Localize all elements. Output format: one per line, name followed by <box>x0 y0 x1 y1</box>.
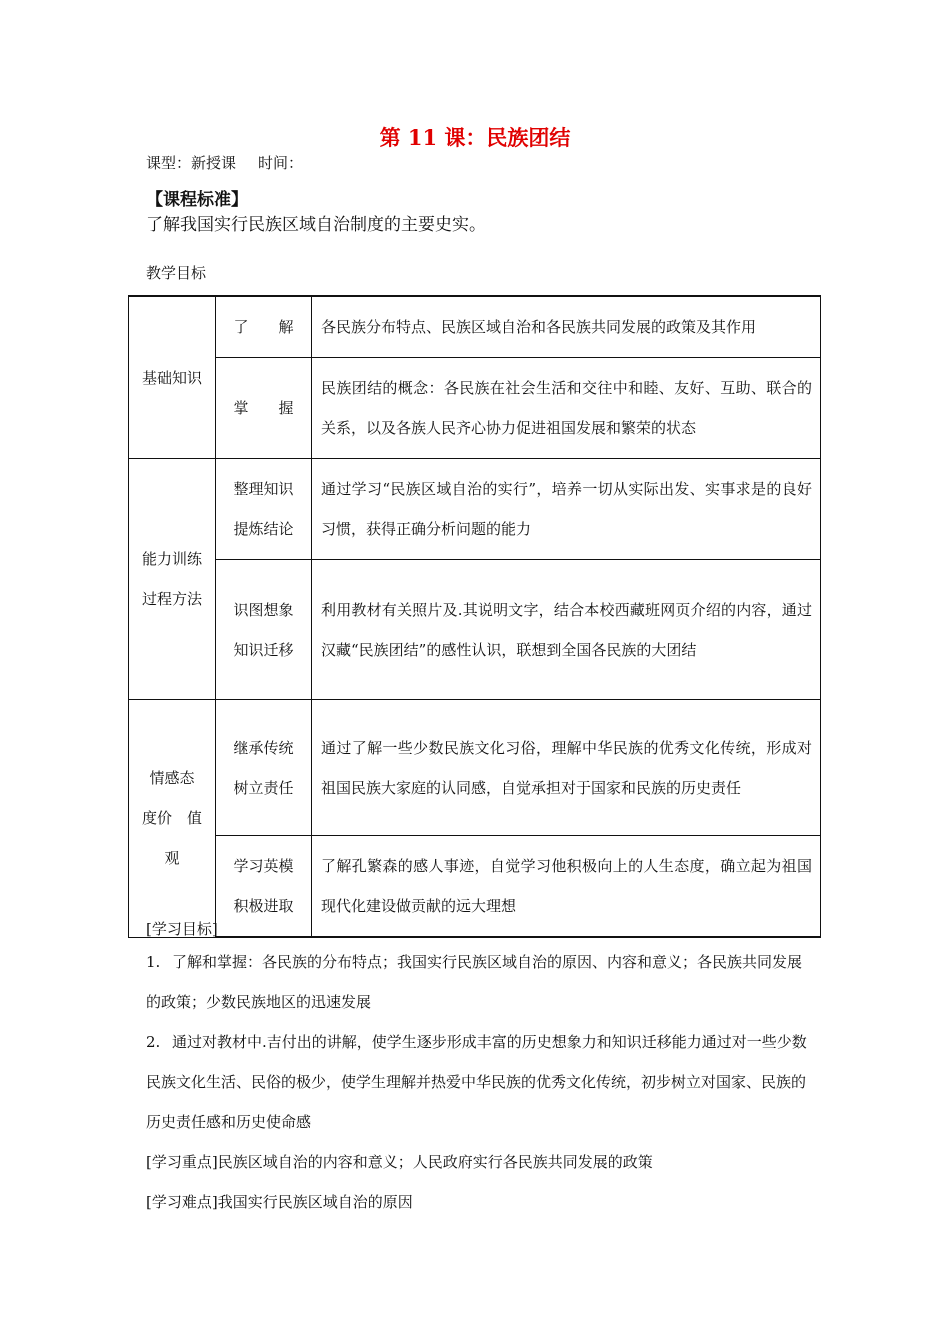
objective-item-2: 2. 通过对教材中.吉付出的讲解，使学生逐步形成丰富的历史想象力和知识迁移能力通过对一些少数民族文化生活、民俗的极少，使学生理解并热爱中华民族的优秀文化传统，初步树立对国家、民族的历史责任感和历史使命感 <box>146 1033 807 1131</box>
subcategory-cell: 整理知识 提炼结论 <box>216 459 312 560</box>
subcategory-cell: 了 解 <box>216 296 312 358</box>
lesson-title: 第 11 课：民族团结 <box>379 125 571 150</box>
learning-notes <box>146 916 811 1222</box>
difficulties: [学习难点]我国实行民族区域自治的原因 <box>146 1193 413 1211</box>
category-emotion: 情感态 度价 值 观 <box>129 700 216 938</box>
curriculum-standard-heading: 【课程标准】 <box>146 190 248 210</box>
lesson-type: 课型：新授课 <box>146 154 237 172</box>
lesson-meta <box>146 152 303 173</box>
description-cell: 了解孔繁森的感人事迹，自觉学习他积极向上的人生态度，确立起为祖国现代化建设做贡献的远大理想 <box>312 836 821 938</box>
subcategory-cell: 继承传统 树立责任 <box>216 700 312 836</box>
objective-item-1: 1. 了解和掌握：各民族的分布特点；我国实行民族区域自治的原因、内容和意义；各民族共同发展的政策；少数民族地区的迅速发展 <box>146 953 803 1011</box>
category-ability: 能力训练 过程方法 <box>129 459 216 700</box>
key-points: [学习重点]民族区域自治的内容和意义；人民政府实行各民族共同发展的政策 <box>146 1153 653 1171</box>
description-cell: 民族团结的概念：各民族在社会生活和交往中和睦、友好、互助、联合的关系，以及各族人民齐心协力促进祖国发展和繁荣的状态 <box>312 358 821 459</box>
category-basic: 基础知识 <box>129 296 216 459</box>
subcategory-cell: 掌 握 <box>216 358 312 459</box>
curriculum-standard-text: 了解我国实行民族区域自治制度的主要史实。 <box>146 215 486 235</box>
description-cell: 通过了解一些少数民族文化习俗，理解中华民族的优秀文化传统，形成对祖国民族大家庭的认同感，自觉承担对于国家和民族的历史责任 <box>312 700 821 836</box>
description-cell: 各民族分布特点、民族区域自治和各民族共同发展的政策及其作用 <box>312 296 821 358</box>
subcategory-cell: 识图想象 知识迁移 <box>216 560 312 700</box>
table-row <box>129 358 821 459</box>
subcategory-cell: 学习英模 积极进取 <box>216 836 312 938</box>
teaching-goals-table <box>128 295 821 938</box>
description-cell: 利用教材有关照片及.其说明文字，结合本校西藏班网页介绍的内容，通过汉藏“民族团结”的感性认识，联想到全国各民族的大团结 <box>312 560 821 700</box>
teaching-goals-label: 教学目标 <box>146 264 207 282</box>
objectives-heading: [学习目标] <box>146 920 218 938</box>
table-row <box>129 459 821 560</box>
lesson-time: 时间： <box>258 154 304 172</box>
table-row <box>129 296 821 358</box>
description-cell: 通过学习“民族区域自治的实行”，培养一切从实际出发、实事求是的良好习惯，获得正确分析问题的能力 <box>312 459 821 560</box>
table-row <box>129 560 821 700</box>
table-row <box>129 700 821 836</box>
